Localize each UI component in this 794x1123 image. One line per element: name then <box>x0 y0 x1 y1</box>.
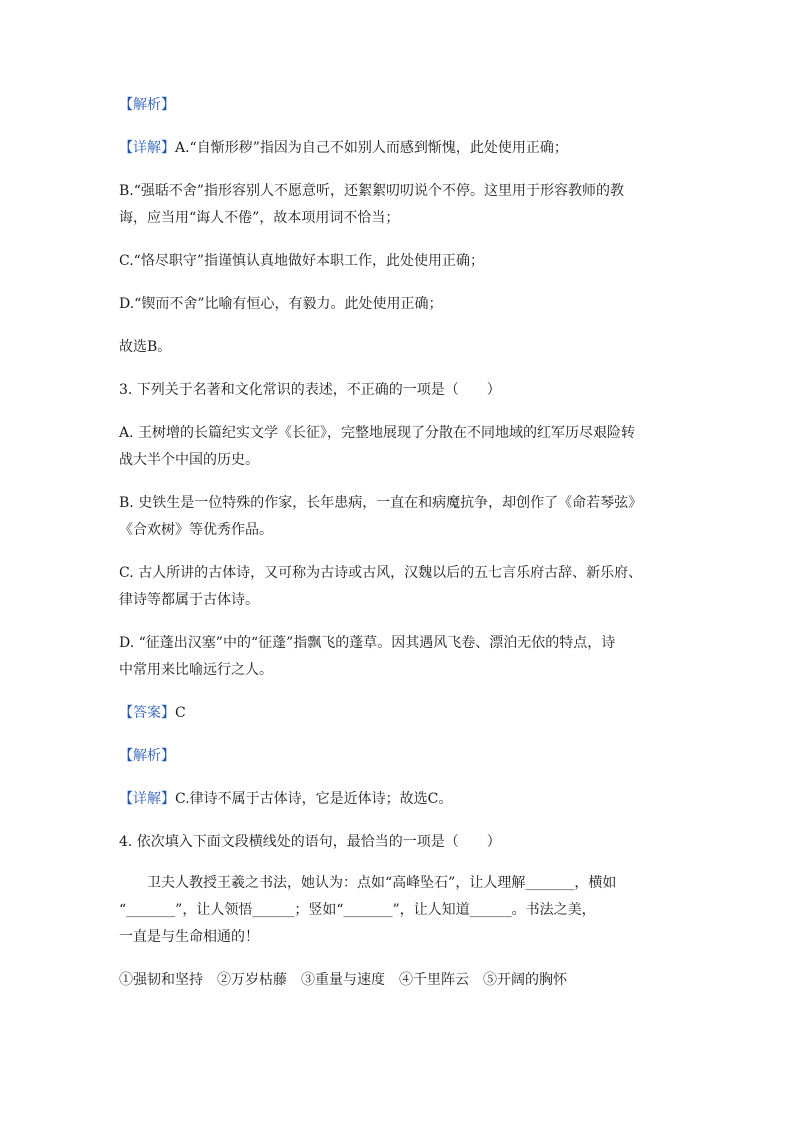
q3-option-b-line-2: 《合欢树》等优秀作品。 <box>119 522 273 538</box>
q2-detail-c: C.“恪尽职守”指谨慎认真地做好本职工作，此处使用正确； <box>119 253 484 269</box>
detail-text: C.律诗不属于古体诗，它是近体诗；故选C。 <box>175 791 453 807</box>
q3-option-d-line-2: 中常用来比喻远行之人。 <box>119 662 273 678</box>
detail-a-text: A.“自惭形秽”指因为自己不如别人而感到惭愧，此处使用正确； <box>175 140 568 156</box>
analysis-tag: 【解析】 <box>119 97 175 113</box>
q2-detail-a <box>119 138 684 158</box>
q3-option-c-line-1: C. 古人所讲的古体诗，又可称为古诗或古风，汉魏以后的五七言乐府古辞、新乐府、 <box>119 565 643 581</box>
q3-detail <box>119 789 684 809</box>
q3-option-c-line-2: 律诗等都属于古体诗。 <box>119 592 259 608</box>
answer-tag: 【答案】 <box>119 705 175 721</box>
detail-tag: 【详解】 <box>119 791 175 807</box>
q4-question: 4. 依次填入下面文段横线处的语句，最恰当的一项是（ ） <box>119 834 501 850</box>
q4-passage-line-3: 一直是与生命相通的！ <box>119 929 259 945</box>
q4-passage-line-1: 卫夫人教授王羲之书法，她认为：点如“高峰坠石”，让人理解_______，横如 <box>147 875 617 891</box>
q3-analysis-heading <box>119 746 684 766</box>
q3-option-a-line-2: 战大半个中国的历史。 <box>119 452 259 468</box>
analysis-tag: 【解析】 <box>119 748 175 764</box>
q3-question: 3. 下列关于名著和文化常识的表述，不正确的一项是（ ） <box>119 382 501 398</box>
q3-option-d-line-1: D. “征蓬出汉塞”中的“征蓬”指飘飞的蓬草。因其遇风飞卷、漂泊无依的特点，诗 <box>119 635 616 651</box>
q3-option-a-line-1: A. 王树增的长篇纪实文学《长征》，完整地展现了分散在不同地域的红军历尽艰险转 <box>119 425 636 441</box>
q2-detail-b-line-2: 诲，应当用“诲人不倦”，故本项用词不恰当； <box>119 210 400 226</box>
q2-detail-d: D.“锲而不舍”比喻有恒心，有毅力。此处使用正确； <box>119 296 443 312</box>
q3-option-b-line-1: B. 史铁生是一位特殊的作家，长年患病，一直在和病魔抗争，却创作了《命若琴弦》 <box>119 495 643 511</box>
detail-tag: 【详解】 <box>119 140 175 156</box>
q2-conclusion: 故选B。 <box>119 339 172 355</box>
q4-passage-line-2: “_______”，让人领悟______；竖如“_______”，让人知道______。书法之美， <box>119 902 596 918</box>
q2-detail-b-line-1: B.“强聒不舍”指形容别人不愿意听，还絮絮叨叨说个不停。这里用于形容教师的教 <box>119 183 625 199</box>
q2-analysis-heading <box>119 95 684 115</box>
q3-answer <box>119 703 684 723</box>
q4-choices: ①强韧和坚持 ②万岁枯藤 ③重量与速度 ④千里阵云 ⑤开阔的胸怀 <box>119 972 567 988</box>
answer-value: C <box>175 705 186 721</box>
